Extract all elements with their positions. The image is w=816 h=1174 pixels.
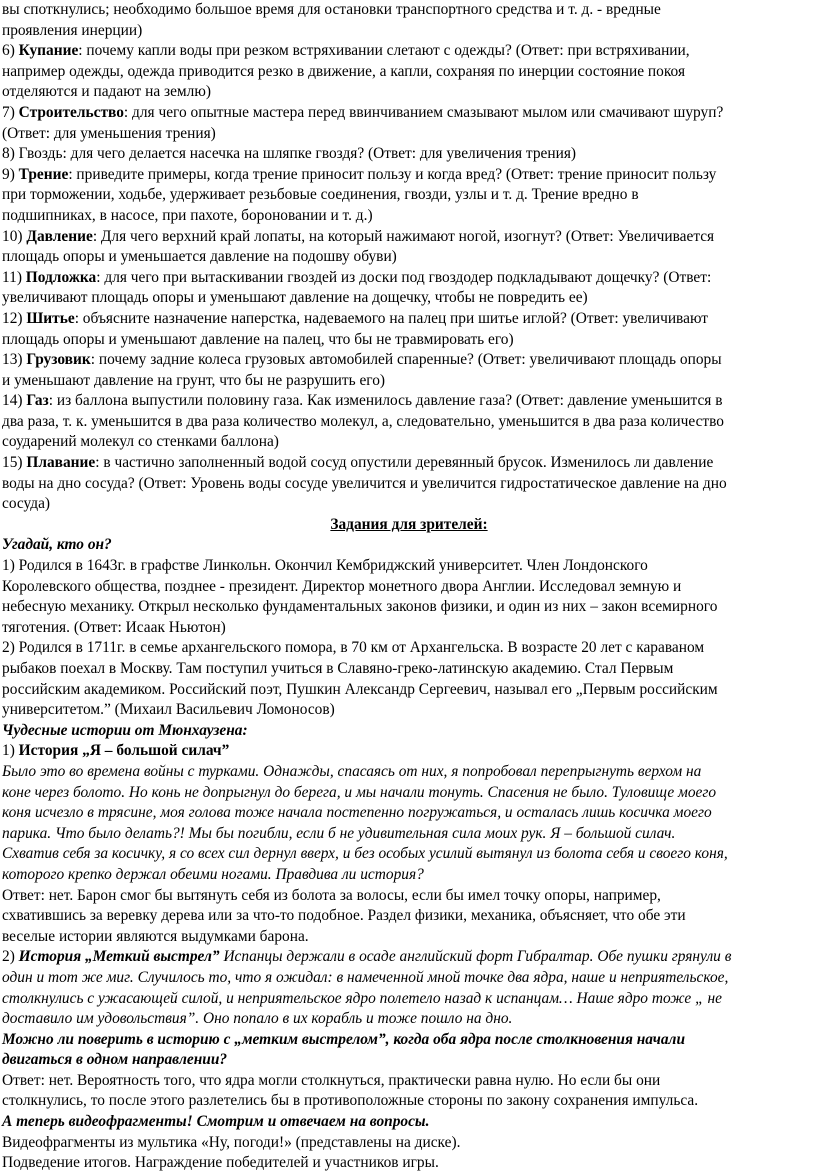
question-12-line-2: площадь опоры и уменьшают давление на палец, что бы не травмировать его) [2, 330, 514, 348]
question-9-line-2: при торможении, ходьбе, удерживает резьбовые соединения, гвозди, узлы и т. д. Трение вредно в [2, 186, 639, 204]
question-6-term: Купание [18, 42, 79, 60]
question-13-line-2: и уменьшают давление на грунт, что бы не разрушить его) [2, 371, 386, 389]
guess-2-line-3: российским академиком. Российский поэт, Пушкин Александр Сергеевич, называл его „Первым российским [2, 680, 718, 698]
question-11-line-1 [2, 268, 816, 289]
story-1-line-5: Схватив себя за косичку, я со всех сил дернул вверх, и без особых усилий вытянул из болота себя и своего коня, [2, 845, 728, 863]
guess-2-line-4: университетом.” (Михаил Васильевич Ломоносов) [2, 701, 335, 719]
question-15-line-2: воды на дно сосуда? (Ответ: Уровень воды сосуде увеличится и увеличится гидростатическое давление на дно [2, 474, 727, 492]
story-1-line-3: коня исчезло в трясине, моя голова тоже начала постепенно погружаться, и осталась лишь косичка моего [2, 804, 712, 822]
question-10-text: : Для чего верхний край лопаты, на который нажимают ногой, изогнут? (Ответ: Увеличивается [92, 227, 715, 245]
story-2-question-line-1: Можно ли поверить в историю с „метким выстрелом”, когда оба ядра после столкновения начали [2, 1030, 686, 1048]
guess-2-line-1: 2) Родился в 1711г. в семье архангельского помора, в 70 км от Архангельска. В возрасте 20 лет с караваном [2, 639, 705, 657]
story-1-line-2: коне через болото. Но конь не допрыгнул до берега, и мы начали тонуть. Спасения не было. Туловище моего [2, 783, 717, 801]
question-11-line-2: увеличивают площадь опоры и уменьшают давление на дощечку, чтобы не повредить ее) [2, 289, 588, 307]
viewers-heading: Задания для зрителей: [330, 515, 488, 533]
video-title: А теперь видеофрагменты! Смотрим и отвечаем на вопросы. [2, 1113, 430, 1131]
question-13-number: 13) [2, 351, 27, 369]
story-1-number: 1) [2, 742, 19, 760]
story-2-line-2: один и тот же миг. Случилось то, что я ожидал: в намеченной мной точке два ядра, наше и неприятельское, [2, 968, 729, 986]
question-14-number: 14) [2, 392, 27, 410]
story-2-title-line [2, 947, 816, 968]
munchausen-title: Чудесные истории от Мюнхаузена: [2, 721, 248, 739]
question-12-number: 12) [2, 309, 27, 327]
question-10-number: 10) [2, 227, 27, 245]
story-2-question-line-2: двигаться в одном направлении? [2, 1051, 228, 1069]
question-10-line-1 [2, 227, 816, 248]
story-1-answer-line-3: веселые истории являются выдумками барона. [2, 927, 309, 945]
guess-1-line-3: небесную механику. Открыл несколько фундаментальных законов физики, и один из них – закон всемирного [2, 598, 718, 616]
story-1-answer-line-1: Ответ: нет. Барон смог бы вытянуть себя из болота за волосы, если бы имел точку опоры, например, [2, 886, 661, 904]
question-15-number: 15) [2, 454, 27, 472]
question-6-text: : почему капли воды при резком встряхивании слетают с одежды? (Ответ: при встряхивании, [78, 42, 690, 60]
guess-1-line-1: 1) Родился в 1643г. в графстве Линкольн. Окончил Кембриджский университет. Член Лондонского [2, 557, 648, 575]
story-2-title: История „Меткий выстрел” [18, 948, 220, 966]
question-11-text: : для чего при вытаскивании гвоздей из доски под гвоздодер подкладывают дощечку? (Ответ: [96, 268, 712, 286]
question-12-line-1 [2, 309, 816, 330]
question-9-line-3: подшипниках, в насосе, при пахоте, бороновании и т. д.) [2, 206, 373, 224]
question-12-text: : объясните назначение наперстка, надеваемого на палец при шитье иглой? (Ответ: увеличивают [74, 309, 708, 327]
question-15-text: : в частично заполненный водой сосуд опустили деревянный брусок. Изменилось ли давление [95, 454, 714, 472]
question-6-number: 6) [2, 42, 19, 60]
story-2-answer-line-2: столкнулись, то после этого разлетелись бы в противоположные стороны по закону сохранения импульса. [2, 1092, 699, 1110]
guess-title: Угадай, кто он? [2, 536, 112, 554]
viewers-heading-line [2, 515, 816, 536]
question-8-line-1: 8) Гвоздь: для чего делается насечка на шляпке гвоздя? (Ответ: для увеличения трения) [2, 145, 577, 163]
question-7-line-1 [2, 103, 816, 124]
question-7-number: 7) [2, 103, 19, 121]
question-7-term: Строительство [18, 103, 124, 121]
question-9-number: 9) [2, 165, 19, 183]
question-15-line-1 [2, 453, 816, 474]
story-1-answer-line-2: схватившись за веревку дерева или за что-то подобное. Раздел физики, механика, объясняет, что обе эти [2, 907, 686, 925]
question-9-text: : приведите примеры, когда трение приносит пользу и когда вред? (Ответ: трение приносит пользу [68, 165, 717, 183]
question-5-line-2: проявления инерции) [2, 21, 143, 39]
question-5-line-1: вы споткнулись; необходимо большое время для остановки транспортного средства и т. д. - вредные [2, 1, 661, 18]
story-1-title: История „Я – большой силач” [18, 742, 230, 760]
guess-2-line-2: рыбаков поехал в Москву. Там поступил учиться в Славяно-греко-латинскую академию. Стал Первым [2, 660, 674, 677]
question-13-text: : почему задние колеса грузовых автомобилей спаренные? (Ответ: увеличивают площадь опоры [90, 351, 722, 369]
story-2-answer-line-1: Ответ: нет. Вероятность того, что ядра могли столкнуться, практически равна нулю. Но если бы они [2, 1071, 661, 1089]
question-14-term: Газ [26, 392, 49, 410]
question-6-line-1 [2, 41, 816, 62]
question-14-line-2: два раза, т. к. уменьшится в два раза количество молекул, а, следовательно, уменьшится в два раза количество [2, 412, 725, 430]
video-line-2: Подведение итогов. Награждение победителей и участников игры. [2, 1154, 439, 1172]
question-15-term: Плавание [26, 454, 96, 472]
question-10-line-2: площадь опоры и уменьшается давление на подошву обуви) [2, 248, 397, 266]
story-2-line-4: доставило им удовольствия”. Оно попало в их корабль и тоже пошло на дно. [2, 1010, 513, 1028]
question-13-line-1 [2, 350, 816, 371]
question-6-line-2: например одежды, одежда приводится резко в движение, а капли, сохраняя по инерции состояние покоя [2, 62, 686, 80]
question-6-line-3: отделяются и падают на землю) [2, 83, 211, 101]
video-line-1: Видеофрагменты из мультика «Ну, погоди!» (представлены на диске). [2, 1133, 461, 1151]
story-1-title-line [2, 741, 816, 762]
question-12-term: Шитье [26, 309, 75, 327]
story-1-line-4: парика. Что было делать?! Мы бы погибли, если б не удивительная сила моих рук. Я – большой силач. [2, 824, 676, 842]
story-2-line-3: столкнулись с ужасающей силой, и неприятельское ядро полетело назад к испанцам… Наше ядро тоже „ не [2, 989, 722, 1007]
question-11-number: 11) [2, 268, 26, 286]
question-14-line-3: соударений молекул со стенками баллона) [2, 433, 279, 451]
question-15-line-3: сосуда) [2, 495, 51, 513]
story-1-line-6: которого крепко держал обеими ногами. Правдива ли история? [2, 865, 424, 883]
question-9-term: Трение [18, 165, 69, 183]
question-14-line-1 [2, 391, 816, 412]
question-9-line-1 [2, 165, 816, 186]
question-11-term: Подложка [25, 268, 97, 286]
question-7-text: : для чего опытные мастера перед ввинчиванием смазывают мылом или смачивают шуруп? [123, 103, 724, 121]
story-2-number: 2) [2, 948, 19, 966]
question-13-term: Грузовик [26, 351, 91, 369]
question-10-term: Давление [26, 227, 93, 245]
question-7-line-2: (Ответ: для уменьшения трения) [2, 124, 216, 142]
story-1-line-1: Было это во времена войны с турками. Однажды, спасаясь от них, я попробовал перепрыгнуть верхом на [2, 762, 702, 780]
story-2-line-1: Испанцы держали в осаде английский форт Гибралтар. Обе пушки грянули в [219, 948, 732, 966]
question-14-text: : из баллона выпустили половину газа. Как изменилось давление газа? (Ответ: давление уменьшится в [48, 392, 723, 410]
guess-1-line-2: Королевского общества, позднее - президент. Директор монетного двора Англии. Исследовал земную и [2, 577, 682, 595]
guess-1-line-4: тяготения. (Ответ: Исаак Ньютон) [2, 618, 226, 636]
